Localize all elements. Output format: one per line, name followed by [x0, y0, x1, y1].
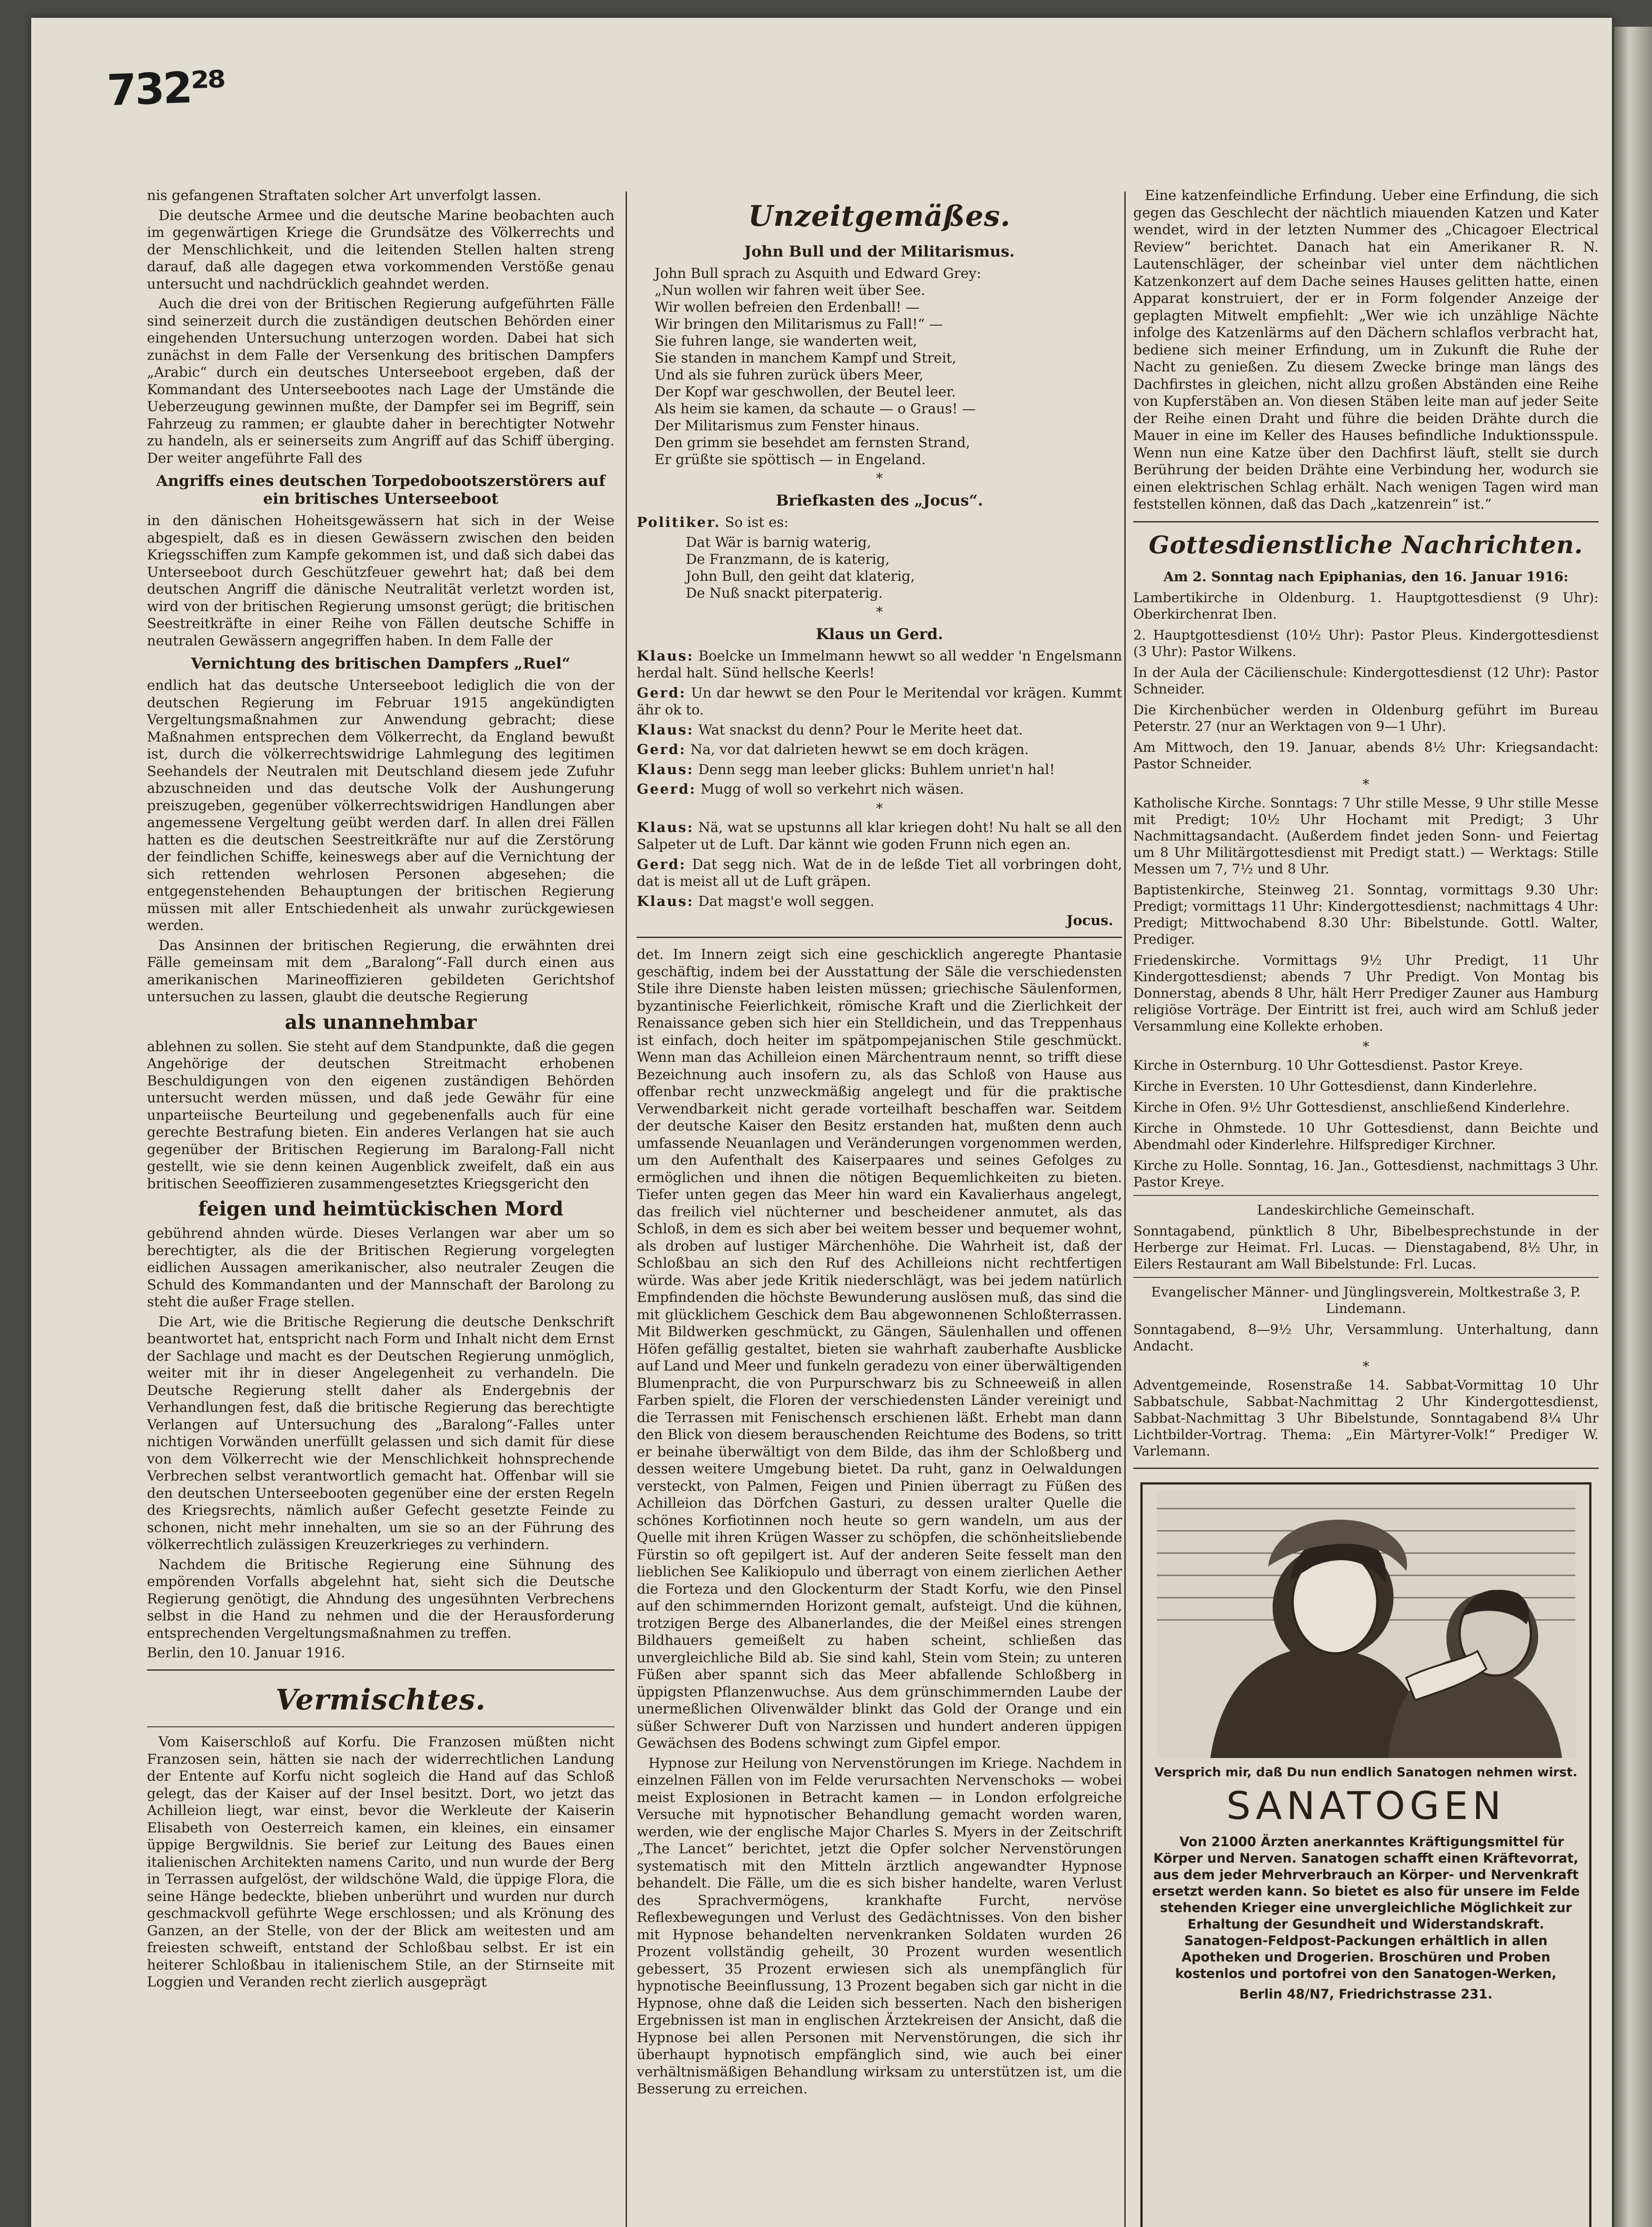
poem-line: Wir bringen den Militarismus zu Fall!“ —	[655, 316, 943, 332]
column-rule	[626, 192, 627, 2227]
church-entry: Friedenskirche. Vormittags 9½ Uhr Predigt, 11 Uhr Kindergottesdienst; abends 7 Uhr Predigt. Von Montag bis Donnerstag, abends 8 Uhr, hält Herr Prediger Zauner aus Hamburg religiöse Vorträge. Der Eintritt ist frei, auch wird am Schluß jeder Versammlung eine Kollekte erhoben.	[1133, 952, 1599, 1034]
section-title-gottesdienst: Gottesdienstliche Nachrichten.	[1148, 530, 1583, 559]
subheading-klaus-gerd: Klaus un Gerd.	[816, 625, 943, 643]
verse-line: Dat Wär is barnig waterig,	[686, 534, 871, 551]
subheading-landeskirchlich: Landeskirchliche Gemeinschaft.	[1257, 1202, 1475, 1218]
poem-line: Den grimm sie besehdet am fernsten Strand,	[655, 435, 970, 451]
paragraph: Eine katzenfeindliche Erfindung. Ueber eine Erfindung, die sich gegen das Geschlecht der nächtlich miauenden Katzen und Kater wendet, wird in der letzten Nummer des „Chicagoer Electrical Review“ berichtet. Danach hat ein Amerikaner R. N. Lautenschläger, der scheinbar viel unter dem nächtlichen Katzenkonzert auf dem Dache seines Hauses gelitten hatte, einen Apparat konstruiert, der er in Form folgender Anzeige der geplagten Mitwelt empfiehlt: „Wer wie ich unzählige Nächte infolge des Katzenlärms auf den Dächern schlaflos verbracht hat, bediene sich meiner Erfindung, um in Zukunft die Ruhe der Nacht zu genießen. Zu diesem Zwecke bringe man längs des Dachfirstes in gleichen, nicht allzu großen Abständen eine Reihe von Kupferstäben an. Von diesen Stäben leite man auf jeder Seite der Reihe einen Draht und führe die beiden Drähte durch die Mauer in eine im Keller des Hauses befindliche Induktionsspule. Wenn nun eine Katze über den Dachfirst läuft, stellt sie durch Berührung der beiden Drähte eine Verbindung her, wodurch sie einen elektrischen Schlag erhält. Nach wenigen Tagen wird man feststellen können, daß das Dach „katzenrein“ ist.“	[1133, 188, 1599, 512]
church-entry: Kirche in Osternburg. 10 Uhr Gottesdienst. Pastor Kreye.	[1133, 1057, 1523, 1073]
section-title-unzeitgemaesses: Unzeitgemäßes.	[748, 200, 1011, 233]
poem-title: John Bull und der Militarismus.	[744, 243, 1015, 261]
separator-star: *	[876, 800, 883, 816]
poem-line: Wir wollen befreien den Erdenball! —	[655, 299, 920, 315]
section-rule	[1133, 521, 1599, 522]
verse-line: De Franzmann, de is katerig,	[686, 551, 890, 567]
sanatogen-advertisement	[1140, 1482, 1591, 2227]
column-3	[1133, 187, 1599, 2227]
church-entry: In der Aula der Cäcilienschule: Kindergottesdienst (12 Uhr): Pastor Schneider.	[1133, 665, 1599, 697]
poem-line: „Nun wollen wir fahren weit über See.	[655, 282, 925, 298]
separator-star: *	[1363, 1039, 1369, 1055]
church-date: Am 2. Sonntag nach Epiphanias, den 16. Januar 1916:	[1163, 569, 1569, 585]
ad-brand-name: SANATOGEN	[1226, 1783, 1506, 1828]
church-entry: Lambertikirche in Oldenburg. 1. Hauptgottesdienst (9 Uhr): Oberkirchenrat Iben.	[1133, 590, 1599, 622]
section-rule	[1133, 1468, 1599, 1469]
dialog-line: Gerd: Dat segg nich. Wat de in de leßde Tiet all vorbringen doht, dat is meist all ut de Luft gräpen.	[637, 856, 1122, 889]
subheading-unannehmbar: als unannehmbar	[285, 1011, 477, 1034]
dialog-line: Klaus: Nä, wat se upstunns all klar kriegen doht! Nu halt se all den Salpeter ut de Luft. Dar kännt wie goden Frunn nich egen an.	[637, 819, 1122, 852]
church-entry: Baptistenkirche, Steinweg 21. Sonntag, vormittags 9.30 Uhr: Predigt; vormittags 11 Uhr: Kindergottesdienst; nachmittags 4 Uhr: Predigt; Mittwochabend 8.30 Uhr: Bibelstunde. Gottl. Walter, Prediger.	[1133, 882, 1599, 947]
poem	[655, 265, 1122, 468]
dialog-line: Gerd: Na, vor dat dalrieten hewwt se em doch krägen.	[637, 742, 1029, 758]
section-rule	[147, 1726, 614, 1727]
church-entry: Kirche in Ofen. 9½ Uhr Gottesdienst, anschließend Kinderlehre.	[1133, 1099, 1570, 1115]
paragraph: Auch die drei von der Britischen Regierung aufgeführten Fälle sind seinerzeit durch die zuständigen deutschen Behörden einer eingehenden Untersuchung unterzogen worden. Dabei hat sich zunächst in dem Falle der Versenkung des britischen Dampfers „Arabic“ durch ein deutsches Unterseeboot ergeben, daß der Kommandant des Unterseebootes nach Lage der Umstände die Ueberzeugung gewinnen mußte, der Dampfer sei im Begriff, sein Fahrzeug zu rammen; er glaubte daher in berechtigter Notwehr zu handeln, als er seinerseits zum Angriff auf das Schiff überging. Der weiter angeführte Fall des	[147, 296, 614, 466]
church-entry: Sonntagabend, 8—9½ Uhr, Versammlung. Unterhaltung, dann Andacht.	[1133, 1322, 1599, 1354]
paragraph: Vom Kaiserschloß auf Korfu. Die Franzosen müßten nicht Franzosen sein, hätten sie nach der widerrechtlichen Landung der Entente auf Korfu nicht sogleich die Hand auf das Schloß gelegt, das der Kaiser auf der Insel besitzt. Dort, wo jetzt das Achilleion liegt, war einst, bevor die Werkleute der Kaiserin Elisabeth von Oesterreich kamen, ein kleines, ein einsamer üppige Bergwildnis. Sie berief zur Leitung des Baues einen italienischen Architekten namens Carito, und nun wurde der Berg in Terrassen aufgelöst, der wildschöne Wald, die üppige Flora, die seine Hänge bedeckte, blieben unberührt und wurden nur durch geschmackvoll geführte Wege erschlossen; und als Krönung des Ganzen, an der Stelle, von der der Blick am weitesten und am freiesten schweift, entstand der Schloßbau selbst. Er ist ein heiterer Schloßbau in italienischem Stile, an der Stirnseite mit Loggien und Veranden recht zierlich ausgeprägt	[147, 1734, 614, 1990]
paragraph: nis gefangenen Straftaten solcher Art unverfolgt lassen.	[147, 188, 541, 204]
church-entry: Sonntagabend, pünktlich 8 Uhr, Bibelbesprechstunde in der Herberge zur Heimat. Frl. Lucas. — Dienstagabend, 8½ Uhr, in Eilers Restaurant am Wall Bibelstunde: Frl. Lucas.	[1133, 1223, 1599, 1272]
dateline: Berlin, den 10. Januar 1916.	[147, 1645, 346, 1661]
church-entry: Kirche in Ohmstede. 10 Uhr Gottesdienst, dann Beichte und Abendmahl oder Kinderlehre. Hilfsprediger Kirchner.	[1133, 1120, 1599, 1153]
paragraph: in den dänischen Hoheitsgewässern hat sich in der Weise abgespielt, daß es in diesen Gewässern zwischen den beiden Kriegsschiffen zum Kampfe gekommen ist, und daß sich dabei das Unterseeboot durch Geschützfeuer gewehrt hat; daß bei dem deutschen Angriff die dänische Neutralität verletzt worden ist, wird von der britischen Regierung umsonst gerügt; die britischen Seestreitkräfte in einer Reihe von Fällen deutsche Schiffe in neutralen Gewässern angegriffen haben. In dem Falle der	[147, 513, 614, 649]
church-entry: Adventgemeinde, Rosenstraße 14. Sabbat-Vormittag 10 Uhr Sabbatschule, Sabbat-Nachmittag 2 Uhr Kindergottesdienst, Sabbat-Nachmittag 3 Uhr Bibelstunde, Sonntagabend 8¼ Uhr Lichtbilder-Vortrag. Thema: „Ein Märtyrer-Volk!“ Prediger W. Varlemann.	[1133, 1377, 1599, 1459]
paragraph: Die deutsche Armee und die deutsche Marine beobachten auch im gegenwärtigen Kriege die Grundsätze des Völkerrechts und der Menschlichkeit, und die leitenden Stellen halten streng darauf, daß alle dagegen etwa vorkommenden Verstöße genau untersucht und nachdrücklich geahndet werden.	[147, 207, 614, 292]
poem-line: Der Militarismus zum Fenster hinaus.	[655, 418, 920, 434]
separator-star: *	[1363, 776, 1369, 792]
ad-address: Berlin 48/N7, Friedrichstrasse 231.	[1239, 1986, 1493, 2002]
poem-line: Der Kopf war geschwollen, der Beutel leer.	[655, 384, 956, 400]
ad-quote: Versprich mir, daß Du nun endlich Sanatogen nehmen wirst.	[1154, 1764, 1578, 1779]
paragraph: ablehnen zu sollen. Sie steht auf dem Standpunkte, daß die gegen Angehörige der deutschen Streitmacht erhobenen Beschuldigungen von den eigenen zuständigen Behörden untersucht werden müssen, und daß jede Gewähr für eine unparteiische Beurteilung und gegebenenfalls auch für eine gerechte Bestrafung bieten. Ein anderes Verlangen hat sie auch gegenüber der Britischen Regierung im Baralong-Fall nicht gestellt, wie sie denn keinen Augenblick zweifelt, daß ein aus britischen Seeoffizieren zusammengesetztes Kriegsgericht den	[147, 1038, 614, 1192]
poem-line: Und als sie fuhren zurück übers Meer,	[655, 367, 924, 383]
section-title-vermischtes: Vermischtes.	[275, 1683, 486, 1717]
column-1	[147, 187, 614, 2227]
church-entry: Am Mittwoch, den 19. Januar, abends 8½ Uhr: Kriegsandacht: Pastor Schneider.	[1133, 739, 1599, 772]
separator-star: *	[1363, 1358, 1369, 1375]
church-entry: 2. Hauptgottesdienst (10½ Uhr): Pastor Pleus. Kindergottesdienst (3 Uhr): Pastor Wilkens.	[1133, 627, 1599, 660]
column-2	[637, 187, 1122, 2227]
dialog-line: Klaus: Denn segg man leeber glicks: Buhlem unriet'n hal!	[637, 761, 1055, 778]
paragraph: Hypnose zur Heilung von Nervenstörungen im Kriege. Nachdem in einzelnen Fällen von im Felde verursachten Nervenschoks — wobei meist Explosionen in Betracht kamen — in London erfolgreiche Versuche mit hypnotischer Behandlung gemacht worden waren, werden, wie der englische Major Charles S. Myers in der Zeitschrift „The Lancet“ berichtet, jetzt die Opfer solcher Nervenstörungen systematisch mit den Mitteln ärztlich angewandter Hypnose behandelt. Die Fälle, um die es sich bisher handelte, waren Verlust des Sprachvermögens, krankhafte Furcht, nervöse Reflexbewegungen und Verlust des Gedächtnisses. Von den bisher mit Hypnose behandelten nervenkranken Soldaten wurden 26 Prozent vollständig geheilt, 30 Prozent wurden wesentlich gebessert, 35 Prozent erwiesen sich als unempfänglich für hypnotische Beeinflussung, 13 Prozent begaben sich gar nicht in die Hypnose, ohne daß die Leiden sich besserten. Nach den bisherigen Ergebnissen ist man in englischen Ärztekreisen der Ansicht, daß die Hypnose bei allen Personen mit Nervenstörungen, die sich ihr überhaupt hypnotisch empfänglich sind, wie auch bei einer verhältnismäßigen Behandlung wirksam zu unterstützen ist, um die Besserung zu erreichen.	[637, 1755, 1122, 2097]
dialog-line: Klaus: Dat magst'e woll seggen.	[637, 893, 875, 910]
separator-star: *	[876, 604, 883, 620]
illustration-woman-soldier	[1157, 1491, 1575, 1758]
dialog-line: Klaus: Wat snackst du denn? Pour le Merite heet dat.	[637, 722, 1023, 738]
column-rule	[1124, 192, 1126, 2227]
paragraph: Nachdem die Britische Regierung eine Sühnung des empörenden Vorfalls abgelehnt hat, sieht sich die Deutsche Regierung genötigt, die Ahndung des ungesühnten Verbrechens selbst in die Hand zu nehmen und die der Herausforderung entsprechenden Vergeltungsmaßnahmen zu treffen.	[147, 1556, 614, 1641]
church-entry: Kirche in Eversten. 10 Uhr Gottesdienst, dann Kinderlehre.	[1133, 1078, 1537, 1094]
church-entry: Die Kirchenbücher werden in Oldenburg geführt im Bureau Peterstr. 27 (nur an Werktagen von 9—1 Uhr).	[1133, 702, 1599, 734]
dialog-line: Klaus: Boelcke un Immelmann hewwt so all wedder 'n Engelsmann herdal halt. Sünd hellsche Keerls!	[637, 648, 1122, 681]
paragraph: Das Ansinnen der britischen Regierung, die erwähnten drei Fälle gemeinsam mit dem „Baralong“-Fall durch einen aus amerikanischen Marineoffizieren gebildeten Gerichtshof untersuchen zu lassen, glaubt die deutsche Regierung	[147, 937, 614, 1005]
paragraph: gebührend ahnden würde. Dieses Verlangen war aber um so berechtigter, als die der Britischen Regierung vorgelegten eidlichen Aussagen amerikanischer, also neutraler Zeugen die Schuld des Kommandanten und der Mannschaft der Barolong zu steht die außer Frage stellen.	[147, 1225, 614, 1310]
poem-line: Sie fuhren lange, sie wanderten weit,	[655, 333, 917, 349]
verse-line: De Nuß snackt piterpaterig.	[686, 585, 883, 601]
signature: Jocus.	[1066, 913, 1113, 929]
church-entry: Kirche zu Holle. Sonntag, 16. Jan., Gottesdienst, nachmittags 3 Uhr. Pastor Kreye.	[1133, 1158, 1599, 1190]
subheading-ruel: Vernichtung des britischen Dampfers „Ruel“	[191, 655, 571, 673]
paragraph: Die Art, wie die Britische Regierung die deutsche Denkschrift beantwortet hat, entspricht nach Form und Inhalt nicht dem Ernst der Sachlage und macht es der Deutschen Regierung unmöglich, weiter mit ihr in dieser Angelegenheit zu verhandeln. Die Deutsche Regierung stellt daher als Endergebnis der Verhandlungen fest, daß die britische Regierung das berechtigte Verlangen auf Untersuchung des „Baralong“-Falles unter nichtigen Vorwänden unerfüllt gelassen und sich damit für diese von dem Völkerrecht wie der Menschlichkeit hohnsprechende Verbrechen selbst verantwortlich gemacht hat. Offenbar will sie den deutschen Unterseebooten gegenüber eine der ersten Regeln des Kriegsrechts, nämlich außer Gefecht gesetzte Feinde zu schonen, nicht mehr innehalten, um sie so an der Führung des völkerrechtlich zulässigen Kreuzerkrieges zu verhindern.	[147, 1313, 614, 1553]
page-edge	[1614, 27, 1652, 2227]
section-rule	[1133, 1195, 1599, 1196]
separator-star: *	[876, 471, 883, 486]
paragraph: Politiker. So ist es:	[637, 514, 789, 530]
poem-line: Er grüßte sie spöttisch — in Engeland.	[655, 452, 926, 468]
handwritten-number: 732²⁸	[106, 61, 226, 116]
paragraph: endlich hat das deutsche Unterseeboot lediglich die von der deutschen Regierung im Februar 1915 angekündigten Vergeltungsmaßnahmen zur Anwendung gebracht; diese Maßnahmen entsprechen dem Völkerrecht, da England bewußt ist, durch die völkerrechtswidrige Lahmlegung des legitimen Seehandels der Neutralen mit Deutschland diesem jede Zufuhr abzuschneiden und das deutsche Volk der Aushungerung preiszugeben, gegenüber völkerrechtswidrigen Handlungen aber angemessene Vergeltung geübt werden darf. In allen drei Fällen hatten es die deutschen Seestreitkräfte nur auf die Zerstörung der feindlichen Schiffe, keineswegs aber auf die Vernichtung der sich rettenden wehrlosen Personen abgesehen; die entgegenstehenden Behauptungen der britischen Regierung müssen mit aller Entschiedenheit als unwahr zurückgewiesen werden.	[147, 677, 614, 934]
subheading-mord: feigen und heimtückischen Mord	[198, 1198, 564, 1220]
verse	[686, 534, 1122, 602]
speaker: Politiker.	[637, 514, 721, 530]
section-rule	[1133, 1277, 1599, 1278]
subheading-torpedo: Angriffs eines deutschen Torpedobootszerstörers auf ein britisches Unterseeboot	[156, 472, 606, 508]
poem-line: Sie standen in manchem Kampf und Streit,	[655, 350, 956, 366]
dialog-line: Gerd: Un dar hewwt se den Pour le Meritendal vor krägen. Kummt ähr ok to.	[637, 685, 1122, 718]
subheading-briefkasten: Briefkasten des „Jocus“.	[776, 492, 983, 510]
section-rule	[637, 937, 1122, 938]
poem-line: John Bull sprach zu Asquith und Edward Grey:	[655, 265, 981, 281]
poem-line: Als heim sie kamen, da schaute — o Graus! —	[655, 401, 976, 417]
subheading-evangelisch: Evangelischer Männer- und Jünglingsverein, Moltkestraße 3, P. Lindemann.	[1151, 1284, 1581, 1317]
section-rule	[147, 1669, 614, 1671]
church-entry: Katholische Kirche. Sonntags: 7 Uhr stille Messe, 9 Uhr stille Messe mit Predigt; 10½ Uhr Hochamt mit Predigt; 3 Uhr Nachmittagsandacht. (Außerdem findet jeden Sonn- und Feiertag um 8 Uhr Militärgottesdienst mit Predigt statt.) — Werktags: Stille Messen um 7, 7½ und 8 Uhr.	[1133, 795, 1599, 877]
verse-line: John Bull, den geiht dat klaterig,	[686, 568, 915, 584]
dialog-line: Geerd: Mugg of woll so verkehrt nich wäsen.	[637, 781, 964, 797]
ad-body: Von 21000 Ärzten anerkanntes Kräftigungsmittel für Körper und Nerven. Sanatogen schafft einen Kräftevorrat, aus dem jeder Mehrverbrauch an Körper- und Nervenkraft ersetzt werden kann. So bietet es also für unsere im Felde stehenden Krieger eine unvergleichliche Möglichkeit zur Erhaltung der Gesundheit und Widerstandskraft. Sanatogen-Feldpost-Packungen erhältlich in allen Apotheken und Drogerien. Broschüren und Proben kostenlos und portofrei von den Sanatogen-Werken,	[1152, 1834, 1580, 1981]
paragraph: det. Im Innern zeigt sich eine geschicklich angeregte Phantasie geschäftig, indem bei der Ausstattung der Säle die verschiedensten Stile ihre Dienste haben leisten müssen; griechische Säulenformen, byzantinische Feierlichkeit, römische Kraft und die Zierlichkeit der Renaissance geben sich hier ein Stelldichein, und das Treppenhaus ist einfach, doch heiter im spätpompejanischen Stile geschmückt. Wenn man das Achilleion einen Märchentraum nennt, so trifft diese Bezeichnung auch insofern zu, als das Schloß von Hause aus offenbar recht unzweckmäßig angelegt und für die praktische Verwendbarkeit nicht gerade vorteilhaft beschaffen war. Seitdem der deutsche Kaiser den Besitz erstanden hat, mußten denn auch umfassende Neuanlagen und Veränderungen vorgenommen werden, um den Aufenthalt des Kaiserpaares und seines Gefolges zu ermöglichen und ihnen die nötigen Bequemlichkeiten zu bieten. Tiefer unten gegen das Meer hin ward ein Kavalierhaus angelegt, das freilich viel nüchterner und bescheidener anmutet, als das Schloß, in dem es sich aber bei weitem besser und bequemer wohnt, als droben auf lustiger Märchenhöhe. Die Wahrheit ist, daß der Schloßbau an sich den Ruf des Achilleions nicht rechtfertigen würde. Was aber jede Kritik niederschlägt, was bei jedem natürlich Empfindenden die höchste Bewunderung auslösen muß, das sind die mit glücklichem Geschick dem Bau abgewonnenen Schloßterrassen. Mit Bildwerken geschmückt, zu Gängen, Säulenhallen und offenen Höfen gefällig gestaltet, bieten sie wahrhaft zauberhafte Ausblicke auf Land und Meer und funkeln geradezu von einer überwältigenden Blumenpracht, die von Purpurschwarz bis zu Schneeweiß in allen Farben spielt, die Floren der verschiedensten Länder vereinigt und die Terrassen mit Fenischensch erschienen läßt. Erhebt man dann den Blick von diesem berauschenden Reichtume des Bodens, so tritt er beinahe überwältigt von dem Bilde, das ihm der Schloßberg und dessen weitere Umgebung bietet. Da ruht, ganz in Oelwaldungen versteckt, von Palmen, Feigen und Pinien überragt zu Füßen des Achilleion das Dörfchen Gasturi, zu dessen uralter Quelle die schönes Korfiotinnen noch heute so gern wandeln, um aus der Quelle mit ihren Krügen Wasser zu schöpfen, die schönheitsliebende Fürstin so oft gepilgert ist. Auf der anderen Seite fesselt man den lieblichen See Kalikiopulo und überragt von einem zierlichen Aether die Forteza und den Glockenturm der Stadt Korfu, wie den Pinsel auf den schimmernden Horizont gemalt, aufsteigt. Und die kühnen, trotzigen Berge des Albanerlandes, die der Meißel eines strengen Bildhauers gemeißelt zu haben scheint, schließen das unvergleichliche Bild ab. Sie sind kahl, Stein vom Stein; zu unteren Füßen aber spannt sich das Meer abfallende Schloßberg in üppigsten Pflanzenwuchse. Aus dem grünschimmernden Laube der unermeßlichen Olivenwälder blinkt das Gold der Orange und ein süßer Schwerer Duft von Narzissen und hundert anderen üppigen Gewächsen des Bodens schwingt zum Gipfel empor.	[637, 946, 1122, 1751]
